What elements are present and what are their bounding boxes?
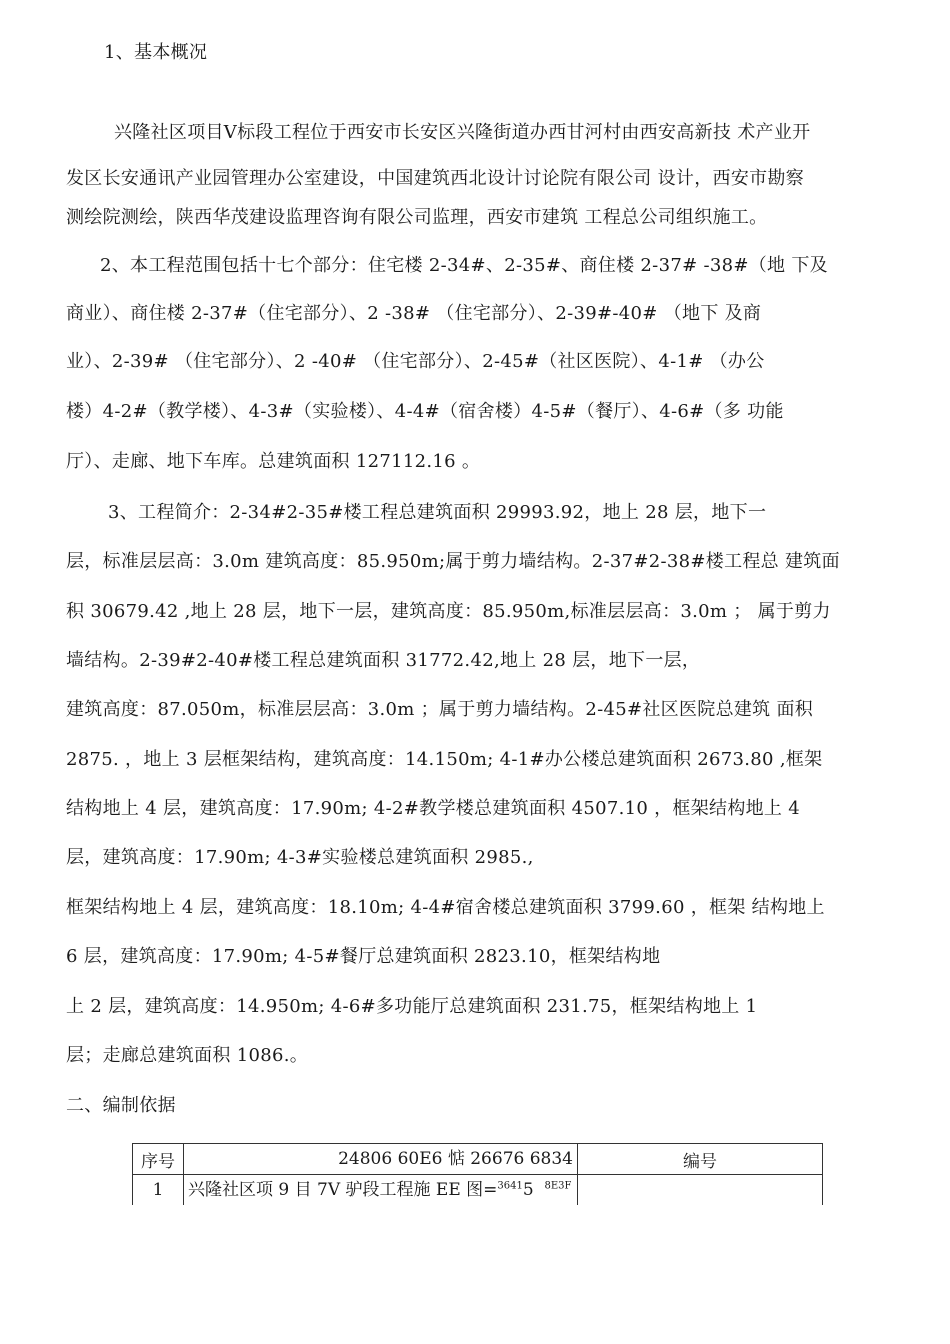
scope-line-5: 厅）、走廊、地下车库。总建筑面积 127112.16 。: [66, 451, 481, 472]
row-document-name: [184, 1175, 578, 1206]
row-document-sup-1: 3641: [497, 1180, 523, 1192]
scope-line-4: 楼）4-2#（教学楼）、4-3#（实验楼）、4-4#（宿舍楼）4-5#（餐厅）、4-6#（多 功能: [66, 401, 784, 422]
brief-line-10: 6 层，建筑高度：17.90m; 4-5#餐厅总建筑面积 2823.10，框架结构地: [66, 946, 661, 967]
header-number: 序号: [133, 1144, 184, 1175]
scope-line-1: 2、本工程范围包括十七个部分：住宅楼 2-34#、2-35#、商住楼 2-37# -38#（地 下及: [100, 255, 828, 276]
brief-line-11: 上 2 层，建筑高度：14.950m; 4-6#多功能厅总建筑面积 231.75，框架结构地上 1: [66, 996, 758, 1017]
intro-line-1: 兴隆社区项目Ⅴ标段工程位于西安市长安区兴隆街道办西甘河村由西安高新技 术产业开: [114, 122, 811, 143]
scope-line-2: 商业）、商住楼 2-37#（住宅部分）、2 -38# （住宅部分）、2-39#-40# （地下 及商: [66, 303, 762, 324]
brief-line-2: 层，标准层层高：3.0m 建筑高度：85.950m;属于剪力墙结构。2-37#2-38#楼工程总 建筑面: [66, 551, 840, 572]
intro-line-2: 发区长安通讯产业园管理办公室建设，中国建筑西北设计讨论院有限公司 设计，西安市勘察: [66, 168, 805, 189]
row-document-sup-2: 8E3F: [544, 1180, 572, 1192]
table-header-row: [133, 1144, 823, 1175]
brief-line-3: 积 30679.42 ,地上 28 层，地下一层，建筑高度：85.950m,标准层层高：3.0m ； 属于剪力: [66, 601, 831, 622]
brief-line-12: 层；走廊总建筑面积 1086.。: [66, 1045, 309, 1066]
scope-line-3: 业）、2-39# （住宅部分）、2 -40# （住宅部分）、2-45#（社区医院）、4-1# （办公: [66, 351, 765, 372]
row-document-name-text: 兴隆社区项 9 目 7V 驴段工程施 EE 图=: [188, 1180, 498, 1200]
brief-line-6: 2875. ，地上 3 层框架结构，建筑高度：14.150m; 4-1#办公楼总建筑面积 2673.80 ,框架: [66, 749, 823, 770]
brief-line-9: 框架结构地上 4 层，建筑高度：18.10m; 4-4#宿舍楼总建筑面积 3799.60 ，框架 结构地上: [66, 897, 825, 918]
table-row: [133, 1175, 823, 1206]
header-code: 编号: [578, 1144, 823, 1175]
brief-line-4: 墙结构。2-39#2-40#楼工程总建筑面积 31772.42,地上 28 层，地下一层，: [66, 650, 701, 671]
section-2-title: 二、编制依据: [66, 1095, 176, 1116]
brief-line-7: 结构地上 4 层，建筑高度：17.90m; 4-2#教学楼总建筑面积 4507.10 ，框架结构地上 4: [66, 798, 800, 819]
brief-line-1: 3、工程简介：2-34#2-35#楼工程总建筑面积 29993.92，地上 28 层，地下一: [108, 502, 767, 523]
row-number: 1: [133, 1175, 184, 1206]
intro-line-3: 测绘院测绘，陕西华茂建设监理咨询有限公司监理，西安市建筑 工程总公司组织施工。: [66, 207, 768, 228]
row-code: [578, 1175, 823, 1206]
brief-line-8: 层，建筑高度：17.90m; 4-3#实验楼总建筑面积 2985.,: [66, 847, 534, 868]
header-document-name: 24806 60E6 惦 26676 6834: [184, 1144, 578, 1175]
brief-line-5: 建筑高度：87.050m，标准层层高：3.0m ；属于剪力墙结构。2-45#社区医院总建筑 面积: [66, 699, 814, 720]
row-document-tail: 5: [522, 1180, 534, 1200]
reference-table: [132, 1143, 823, 1205]
section-1-title: 1、基本概况: [104, 42, 208, 63]
